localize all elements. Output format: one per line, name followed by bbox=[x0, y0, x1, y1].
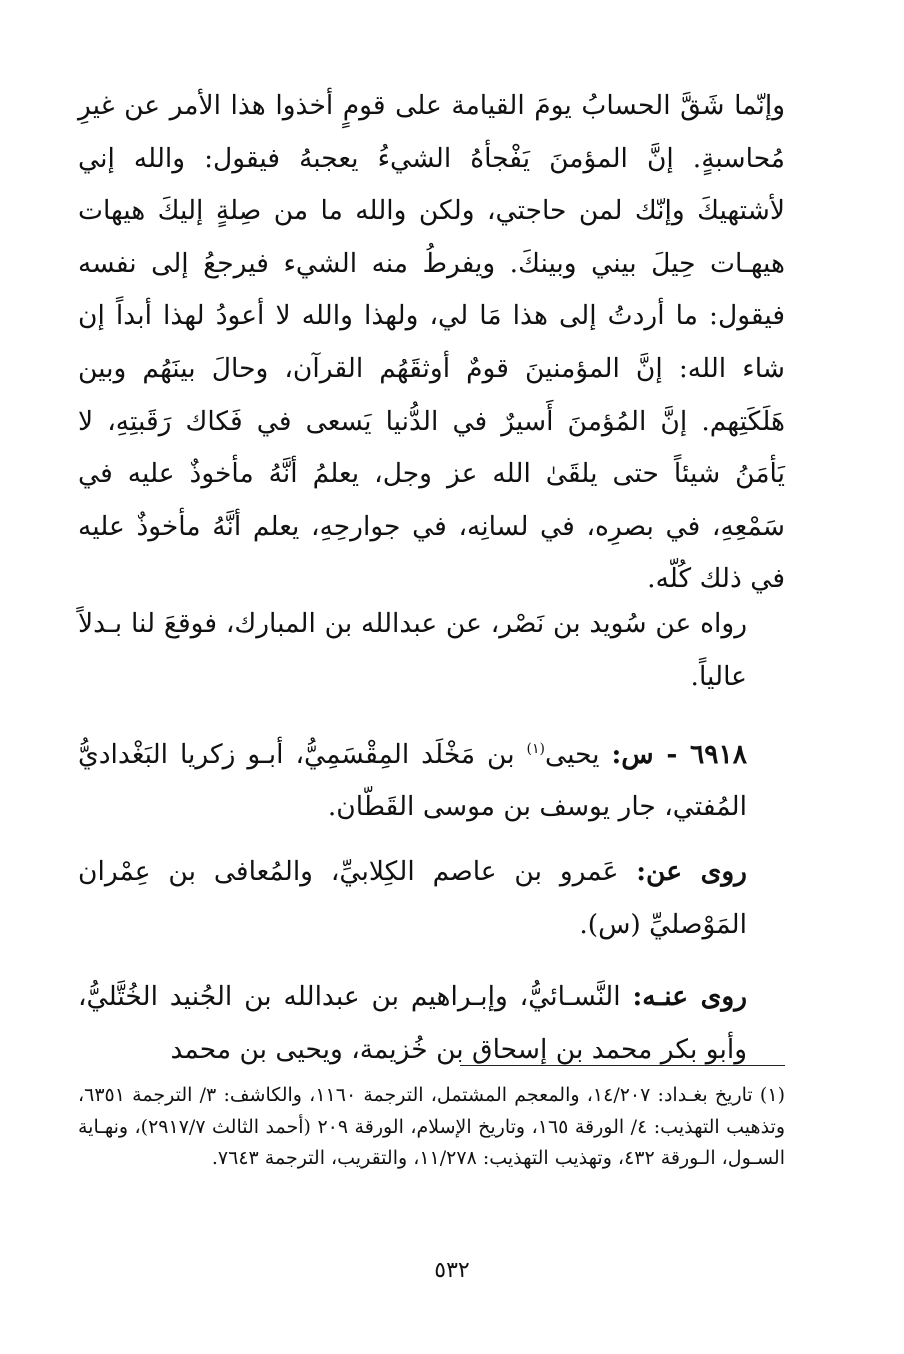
entry-name: يحيى bbox=[544, 738, 612, 770]
main-text bbox=[78, 80, 785, 1076]
narrated-from-paragraph bbox=[78, 846, 785, 951]
riwaya-paragraph: رواه عن سُويد بن نَصْر، عن عبدالله بن المبارك، فوقعَ لنا بـدلاً عالياً. bbox=[78, 608, 747, 692]
footnote-separator bbox=[460, 1065, 785, 1066]
narrated-by-text: النَّسـائيُّ، وإبـراهيم بن عبدالله بن الجُنيد الخُتَّليُّ، وأبو بكر محمد بن إسحاق بن خُزيمة، ويحيى بن محمد bbox=[78, 981, 747, 1065]
narrated-from-text: عَمرو بن عاصم الكِلابيِّ، والمُعافى بن عِمْران المَوْصليِّ (س). bbox=[78, 856, 747, 940]
narrated-by-paragraph bbox=[78, 971, 785, 1076]
footnote: (١) تاريخ بغـداد: ١٤/٢٠٧، والمعجم المشتمل، الترجمة ١١٦٠، والكاشف: ٣/ الترجمة ٦٣٥١، وتذهيب التهذيب: ٤/ الورقة ١٦٥، وتاريخ الإسلام، الورقة ٢٠٩ (أحمد الثالث ٢٩١٧/٧)، ونهـاية السـول، الـورقة ٤٣٢، وتهذيب التهذيب: ١١/٢٧٨، والتقريب، الترجمة ٧٦٤٣. bbox=[78, 1084, 785, 1169]
entry-number: ٦٩١٨ - س: bbox=[611, 738, 747, 770]
narrated-by-label: روى عنـه: bbox=[632, 981, 747, 1012]
entry-rest: بن مَخْلَد المِقْسَمِيُّ، أبـو زكريا البَغْداديُّ المُفتي، جار يوسف بن موسى القَطّان. bbox=[78, 738, 747, 823]
biography-entry bbox=[78, 723, 785, 828]
hadith-paragraph: وإنّما شَقَّ الحسابُ يومَ القيامة على قومٍ أخذوا هذا الأمر عن غيرِ مُحاسبةٍ. إنَّ المؤمنَ يَفْجأهُ الشيءُ يعجبهُ فيقول: والله إني لأشتهيكَ وإنّك لمن حاجتي، ولكن والله ما من صِلةٍ إليكَ هيهات هيهـات حِيلَ بيني وبينكَ. ويفرطُ منه الشيء فيرجعُ إلى نفسه فيقول: ما أردتُ إلى هذا مَا لي، ولهذا والله لا أعودُ لهذا أبداً إن شاء الله: إنَّ المؤمنينَ قومٌ أوثقَهُم القرآن، وحالَ بينَهُم وبين هَلَكَتِهم. إنَّ المُؤمنَ أَسيرٌ في الدُّنيا يَسعى في فَكاك رَقَبتِهِ، لا يَأمَنُ شيئاً حتى يلقَىٰ الله عز وجل، يعلمُ أنَّهُ مأخوذٌ عليه في سَمْعِهِ، في بصرِه، في لسانِه، في جوارحِهِ، يعلم أنَّهُ مأخوذٌ عليه في ذلك كُلّه. bbox=[78, 90, 785, 595]
narrated-from-label: روى عن: bbox=[636, 856, 747, 887]
footnote-reference: (١) bbox=[526, 741, 545, 757]
page-number: ٥٣٢ bbox=[434, 1258, 470, 1283]
